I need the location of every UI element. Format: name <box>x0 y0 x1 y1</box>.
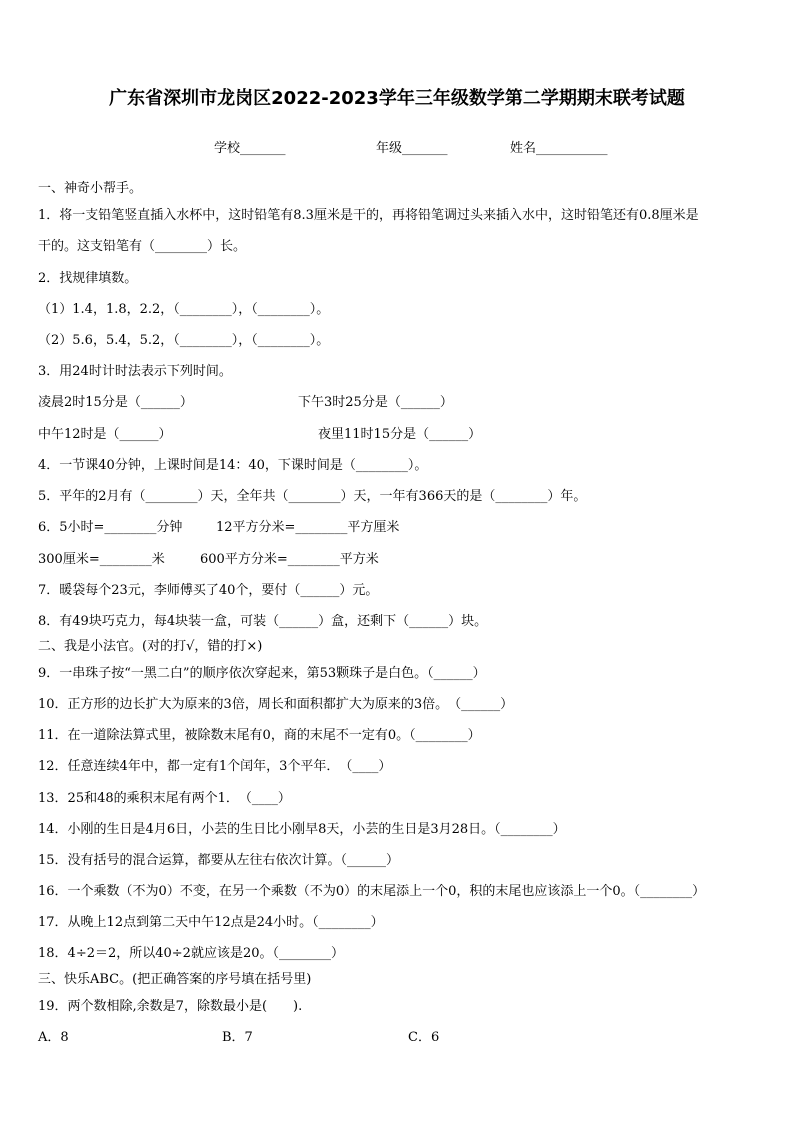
q2-part1: （1）1.4，1.8，2.2，（________），（________）。 <box>38 302 330 317</box>
page-title: 广东省深圳市龙岗区2022-2023学年三年级数学第二学期期末联考试题 <box>109 88 685 109</box>
q18: 18．4÷2＝2，所以40÷2就应该是20。（________） <box>38 946 344 961</box>
q2-stem: 2．找规律填数。 <box>38 271 138 286</box>
q1-line1: 1．将一支铅笔竖直插入水杯中，这时铅笔有8.3厘米是干的，再将铅笔调过头来插入水中，这时铅笔还有0.8厘米是 <box>38 208 699 223</box>
q4: 4．一节课40分钟，上课时间是14：40，下课时间是（________）。 <box>38 458 428 473</box>
q14: 14．小刚的生日是4月6日，小芸的生日比小刚早8天，小芸的生日是3月28日。（________） <box>38 822 566 837</box>
q3-c: 中午12时是（______） <box>38 427 172 442</box>
q19-option-c: C．6 <box>408 1030 440 1045</box>
q6-a: 6．5小时=________分钟 <box>38 520 183 535</box>
name-field: 姓名___________ <box>510 141 608 156</box>
q19-option-a: A．8 <box>38 1030 69 1045</box>
section3-heading: 三、快乐ABC。(把正确答案的序号填在括号里) <box>38 972 312 987</box>
q16: 16．一个乘数（不为0）不变，在另一个乘数（不为0）的末尾添上一个0，积的末尾也应该添上一个0。（________） <box>38 884 706 899</box>
grade-field: 年级_______ <box>376 141 448 156</box>
q6-d: 600平方分米=________平方米 <box>200 552 379 567</box>
q11: 11．在一道除法算式里，被除数末尾有0，商的末尾不一定有0。（________） <box>38 728 481 743</box>
q9: 9．一串珠子按“一黑二白”的顺序依次穿起来，第53颗珠子是白色。（______） <box>38 666 486 681</box>
school-field: 学校_______ <box>214 141 286 156</box>
q2-part2: （2）5.6，5.4，5.2，（________），（________）。 <box>38 333 330 348</box>
q5: 5．平年的2月有（________）天，全年共（________）天，一年有366天的是（________）年。 <box>38 489 587 504</box>
q3-d: 夜里11时15分是（______） <box>318 427 482 442</box>
q8: 8．有49块巧克力，每4块装一盒，可装（______）盒，还剩下（______）块。 <box>38 614 488 629</box>
q3-stem: 3．用24时计时法表示下列时间。 <box>38 364 232 379</box>
q1-line2: 干的。这支铅笔有（________）长。 <box>38 239 247 254</box>
q6-b: 12平方分米=________平方厘米 <box>216 520 400 535</box>
q17: 17．从晚上12点到第二天中午12点是24小时。（________） <box>38 915 384 930</box>
q13: 13．25和48的乘积末尾有两个1． （____） <box>38 791 291 806</box>
q6-c: 300厘米=________米 <box>38 552 165 567</box>
q19: 19．两个数相除,余数是7，除数最小是( ). <box>38 999 303 1014</box>
section2-heading: 二、我是小法官。(对的打√，错的打×) <box>38 639 263 654</box>
q10: 10．正方形的边长扩大为原来的3倍，周长和面积都扩大为原来的3倍。 （______） <box>38 697 514 712</box>
q7: 7．暖袋每个23元，李师傅买了40个，要付（______）元。 <box>38 583 379 598</box>
q19-option-b: B．7 <box>222 1030 253 1045</box>
q15: 15．没有括号的混合运算，都要从左往右依次计算。（______） <box>38 853 400 868</box>
q12: 12．任意连续4年中，都一定有1个闰年，3个平年． （____） <box>38 759 392 774</box>
q3-b: 下午3时25分是（______） <box>298 395 453 410</box>
section1-heading: 一、神奇小帮手。 <box>38 181 143 196</box>
q3-a: 凌晨2时15分是（______） <box>38 395 193 410</box>
